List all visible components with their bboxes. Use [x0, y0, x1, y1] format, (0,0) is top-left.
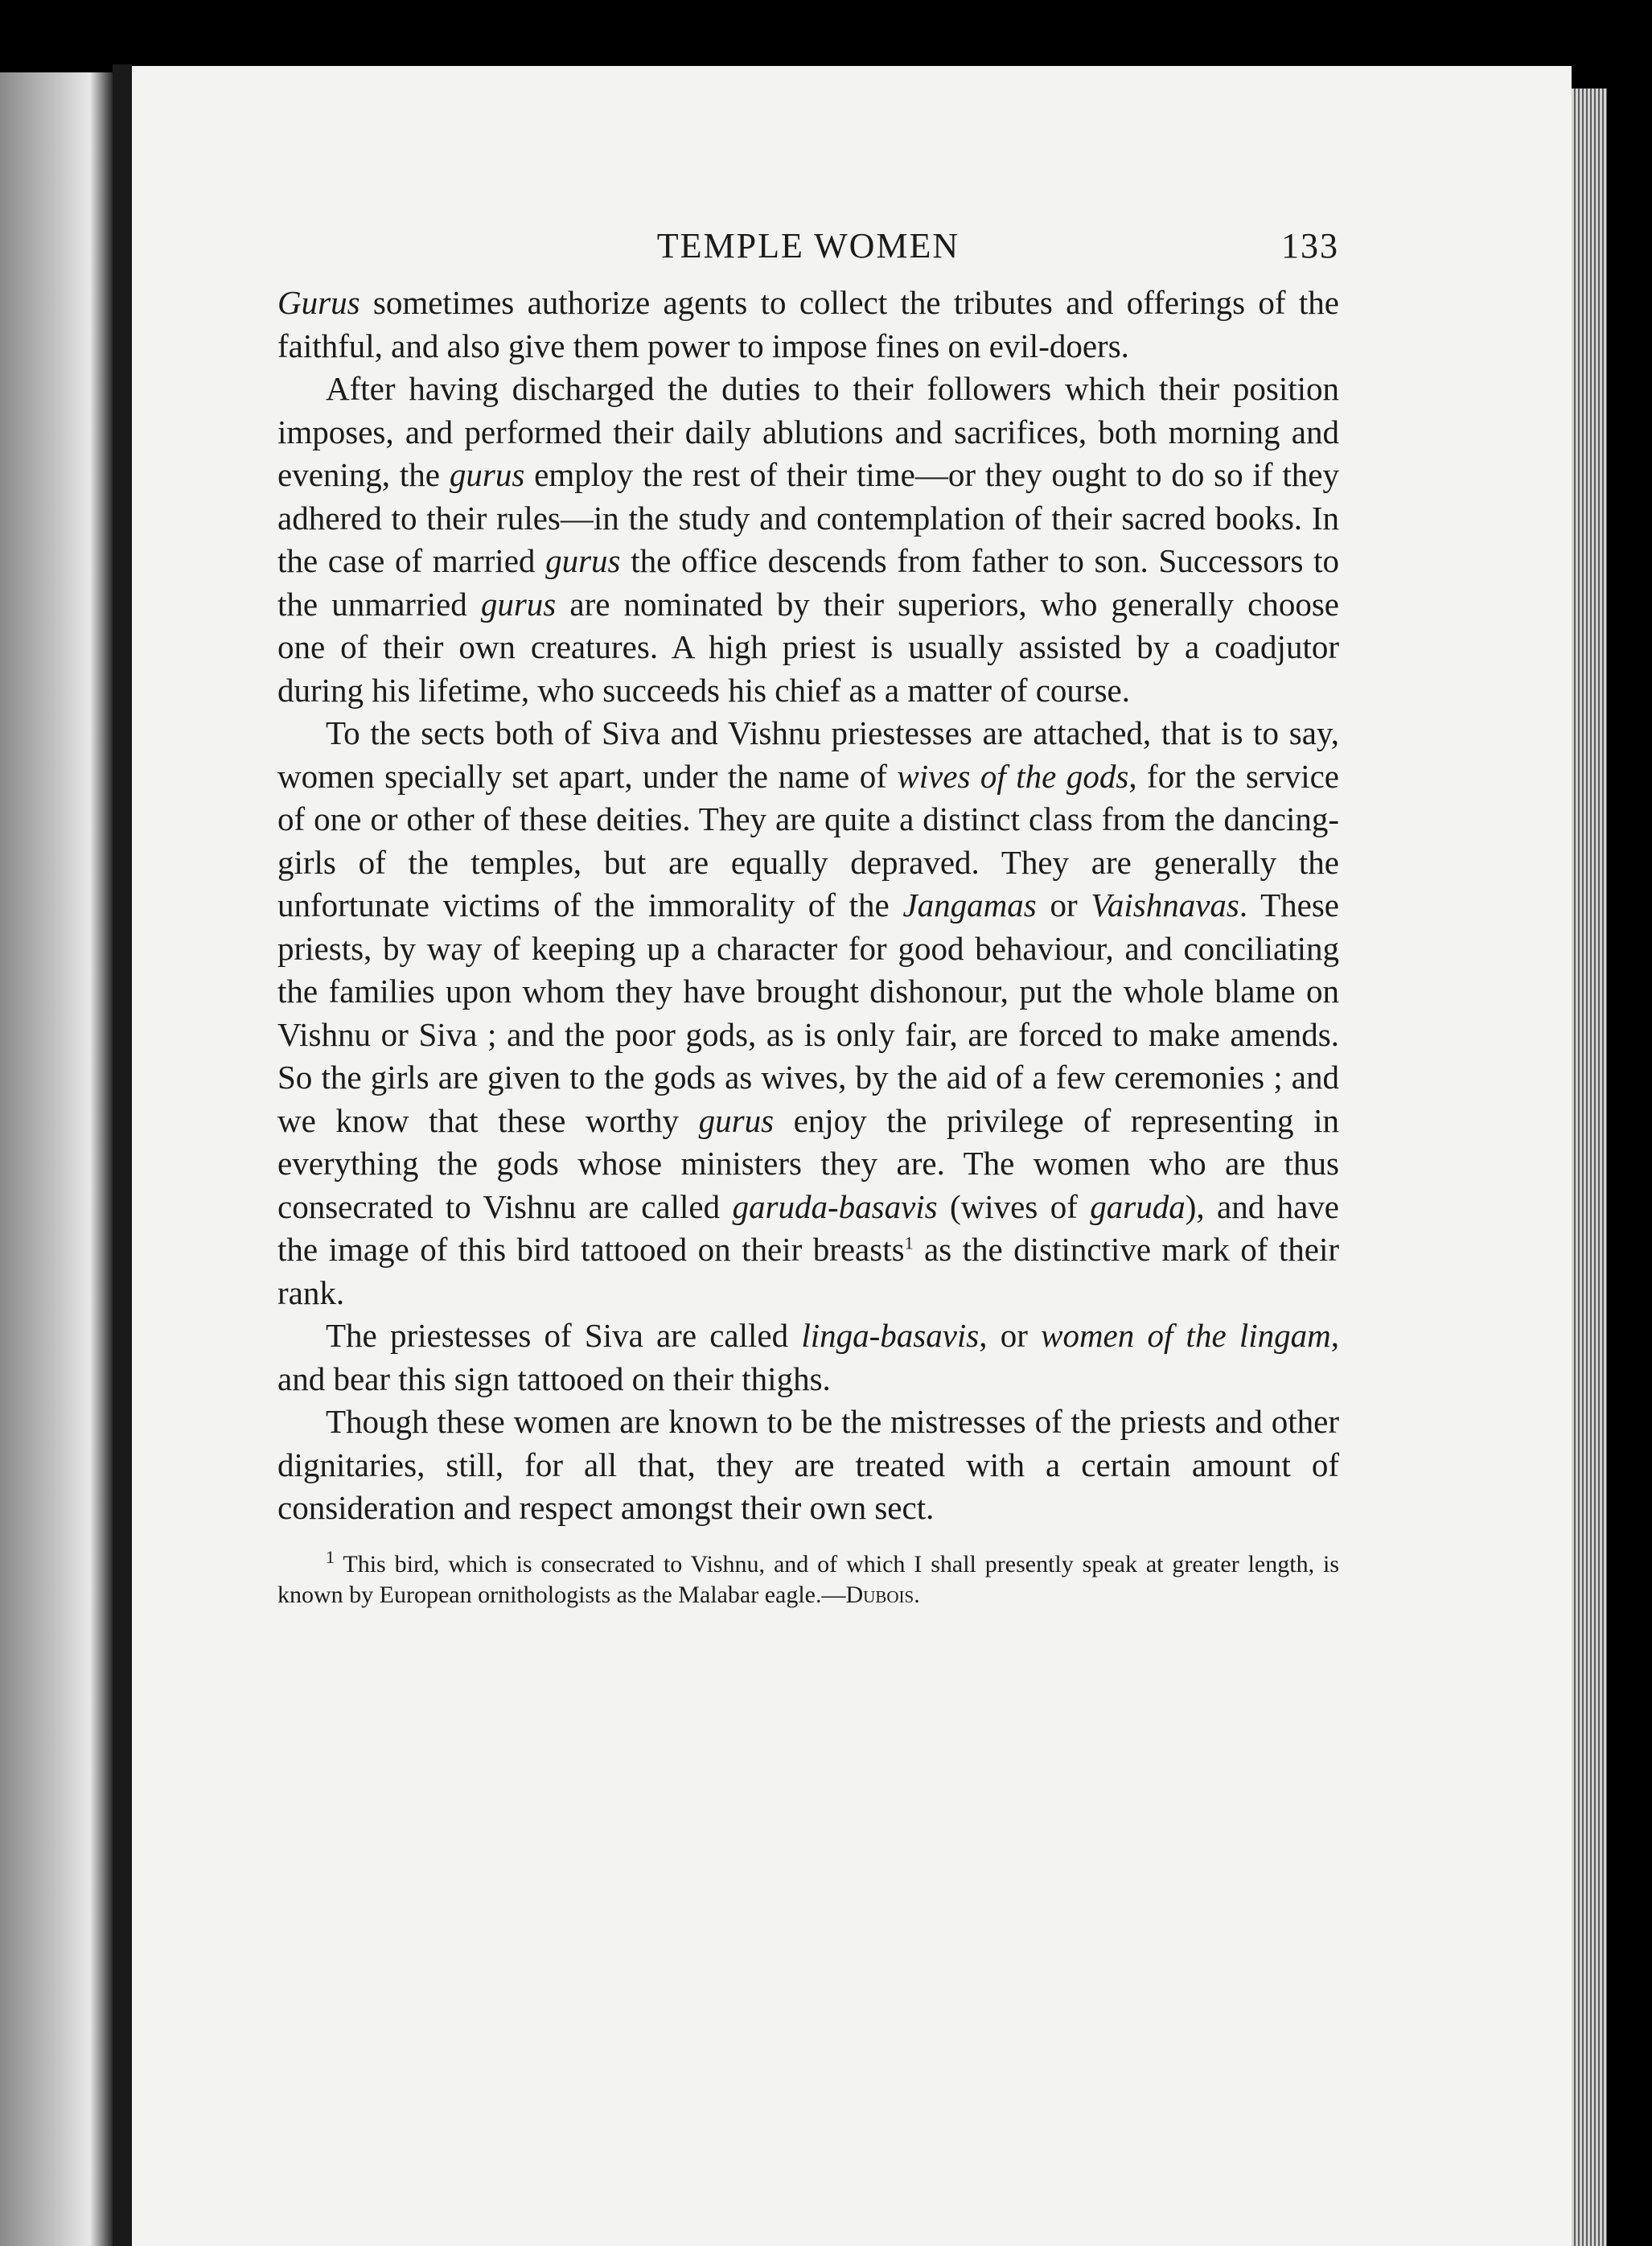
footnote-reference: 1 — [904, 1232, 914, 1253]
text-run: employ the rest of their time—or they ought to do so if they adhered to their rules—in the study and contemplation of their sacred books. In the case of married — [277, 456, 1339, 579]
text-run: (wives of — [937, 1187, 1091, 1225]
text-run: Though these women are known to be the mistresses of the priests and other dignitaries, still, for all that, they are treated with a certain amount of consideration and respect amongst their own sect. — [277, 1403, 1339, 1526]
footnote-end: . — [914, 1581, 920, 1608]
body-text — [277, 282, 1339, 1530]
footnote-author: Dubois — [845, 1581, 914, 1608]
text-run: ), and have the image of this bird tattooed on their breasts — [277, 1187, 1340, 1268]
page-stack-edges — [1572, 88, 1607, 2246]
italic-term: wives of the gods — [897, 757, 1129, 795]
running-head-title: TEMPLE WOMEN — [656, 226, 960, 265]
paragraph-1 — [277, 282, 1339, 368]
paragraph-2 — [277, 368, 1339, 712]
italic-term: linga-basavis — [801, 1317, 980, 1354]
text-run: are nominated by their superiors, who generally choose one of their own creatures. A high priest is usually assisted by a coadjutor during his lifetime, who succeeds his chief as a matter of course. — [277, 585, 1340, 709]
text-run: . These priests, by way of keeping up a character for good behaviour, and conciliating the families upon whom they have brought dishonour, put the whole blame on Vishnu or Siva ; and the poor gods, as is only fair, are forced to make amends. So the girls are given to the gods as wives, by the aid of a few ceremonies ; and we know that these worthy — [277, 886, 1340, 1139]
paragraph-4 — [277, 1314, 1339, 1401]
italic-term: garuda — [1090, 1187, 1186, 1225]
italic-term: garuda-basavis — [732, 1187, 938, 1225]
italic-term: gurus — [698, 1101, 775, 1139]
text-run: , and bear this sign tattooed on their thighs. — [277, 1317, 1339, 1397]
text-run: as the distinctive mark of their rank. — [277, 1231, 1339, 1311]
text-run: or — [1036, 886, 1091, 923]
footnote — [277, 1546, 1339, 1610]
footnote-text: This bird, which is consecrated to Vishnu, and of which I shall presently speak at greater length, is known by European ornithologists as the Malabar eagle.— — [277, 1550, 1339, 1608]
text-run: , or — [979, 1317, 1042, 1354]
scan-background — [1607, 0, 1652, 2246]
text-run: enjoy the privilege of representing in everything the gods whose ministers they are. The women who are thus consecrated to Vishnu are called — [277, 1101, 1339, 1225]
italic-term: Gurus — [277, 284, 360, 321]
italic-term: gurus — [449, 456, 525, 493]
italic-term: women of the lingam — [1041, 1317, 1331, 1354]
paragraph-5 — [277, 1401, 1339, 1530]
italic-term: Vaishnavas — [1091, 886, 1239, 923]
paragraph-3 — [277, 712, 1339, 1314]
text-run: After having discharged the duties to their followers which their position imposes, and performed their daily ablutions and sacrifices, both morning and evening, the — [277, 370, 1339, 493]
running-head — [277, 225, 1339, 270]
italic-term: gurus — [480, 585, 557, 623]
italic-term: Jangamas — [902, 886, 1037, 923]
text-run: , for the service of one or other of these deities. They are quite a distinct class from the dancing-girls of the temples, but are equally depraved. They are generally the unfortunate victims of the immorality of the — [277, 757, 1339, 923]
text-run: sometimes authorize agents to collect the tributes and offerings of the faithful, and also give them power to impose fines on evil-doers. — [277, 284, 1339, 364]
previous-page-edge — [0, 72, 113, 2246]
book-gutter — [113, 64, 132, 2246]
text-run: The priestesses of Siva are called — [326, 1317, 802, 1354]
text-run: To the sects both of Siva and Vishnu priestesses are attached, that is to say, women specially set apart, under the name of — [277, 714, 1339, 795]
page-content — [277, 225, 1339, 1610]
italic-term: gurus — [545, 542, 621, 579]
footnote-mark: 1 — [326, 1546, 335, 1567]
text-run: the office descends from father to son. Successors to the unmarried — [277, 542, 1339, 623]
page-number: 133 — [1281, 226, 1339, 265]
